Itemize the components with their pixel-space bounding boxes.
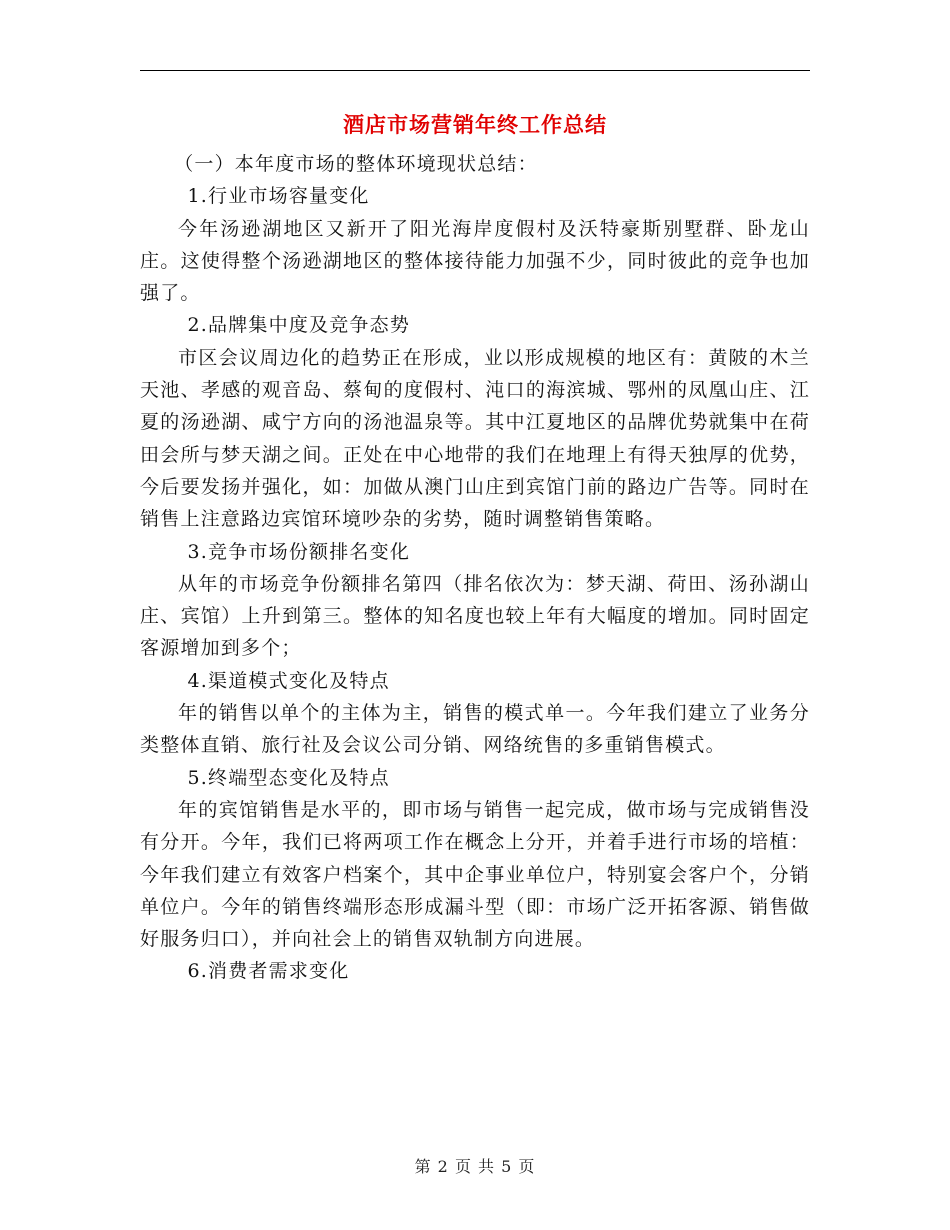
subheading: 2.品牌集中度及竞争态势	[187, 314, 411, 337]
document-body	[140, 148, 810, 988]
body-paragraph: 从年的市场竞争份额排名第四（排名依次为：梦天湖、荷田、汤孙湖山庄、宾馆）上升到第三。整体的知名度也较上年有大幅度的增加。同时固定客源增加到多个；	[140, 572, 810, 660]
body-paragraph: 市区会议周边化的趋势正在形成，业以形成规模的地区有：黄陂的木兰天池、孝感的观音岛、蔡甸的度假村、沌口的海滨城、鄂州的凤凰山庄、江夏的汤逊湖、咸宁方向的汤池温泉等。其中江夏地区的品牌优势就集中在荷田会所与梦天湖之间。正处在中心地带的我们在地理上有得天独厚的优势，今后要发扬并强化，如：加做从澳门山庄到宾馆门前的路边广告等。同时在销售上注意路边宾馆环境吵杂的劣势，随时调整销售策略。	[140, 346, 810, 531]
body-paragraph: 年的销售以单个的主体为主，销售的模式单一。今年我们建立了业务分类整体直销、旅行社及会议公司分销、网络统售的多重销售模式。	[140, 702, 810, 757]
subheading: 4.渠道模式变化及特点	[187, 669, 390, 692]
body-paragraph: 今年汤逊湖地区又新开了阳光海岸度假村及沃特豪斯别墅群、卧龙山庄。这使得整个汤逊湖地区的整体接待能力加强不少，同时彼此的竞争也加强了。	[140, 217, 810, 305]
body-paragraph: 年的宾馆销售是水平的，即市场与销售一起完成，做市场与完成销售没有分开。今年，我们已将两项工作在概念上分开，并着手进行市场的培植：今年我们建立有效客户档案个，其中企事业单位户，特别宴会客户个，分销单位户。今年的销售终端形态形成漏斗型（即：市场广泛开拓客源、销售做好服务归口），并向社会上的销售双轨制方向进展。	[140, 798, 810, 951]
document-title: 酒店市场营销年终工作总结	[343, 113, 607, 137]
subheading: 3.竞争市场份额排名变化	[187, 540, 411, 563]
subheading: 5.终端型态变化及特点	[187, 766, 390, 789]
section-heading: （一）本年度市场的整体环境现状总结：	[174, 153, 538, 175]
header-rule	[140, 70, 810, 71]
page-footer: 第 2 页 共 5 页	[414, 1157, 536, 1176]
subheading: 6.消费者需求变化	[187, 960, 350, 983]
subheading: 1.行业市场容量变化	[187, 185, 370, 208]
